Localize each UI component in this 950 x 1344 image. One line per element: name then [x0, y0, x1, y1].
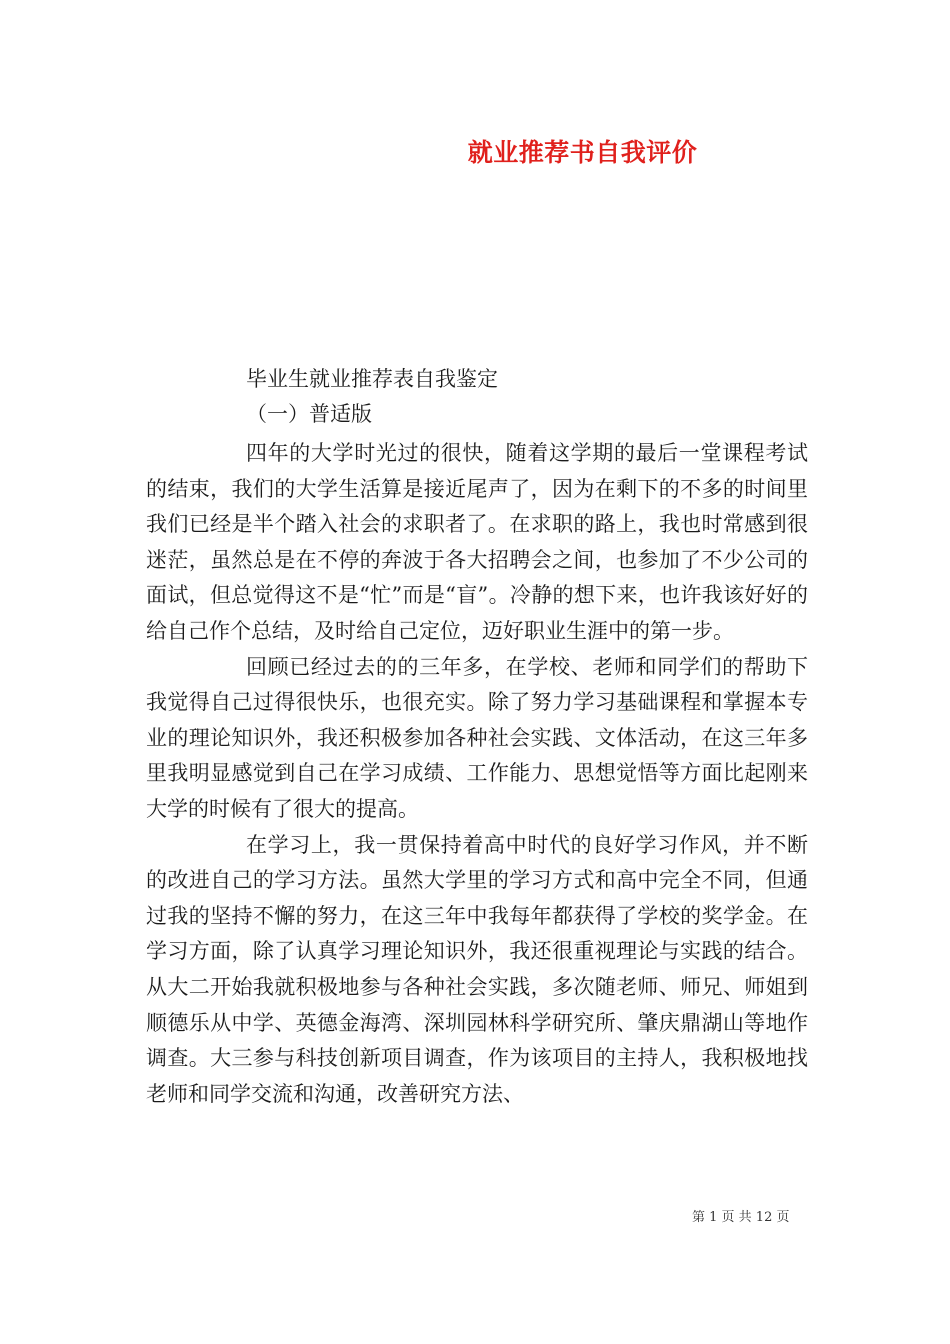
body-text [146, 436, 808, 1112]
paragraph: 回顾已经过去的的三年多，在学校、老师和同学们的帮助下我觉得自己过得很快乐，也很充实。除了努力学习基础课程和掌握本专业的理论知识外，我还积极参加各种社会实践、文体活动，在这三年多里我明显感觉到自己在学习成绩、工作能力、思想觉悟等方面比起刚来大学的时候有了很大的提高。 [146, 654, 808, 821]
page-footer: 第 1 页 共 12 页 [692, 1210, 790, 1225]
paragraph: 在学习上，我一贯保持着高中时代的良好学习作风，并不断的改进自己的学习方法。虽然大学里的学习方式和高中完全不同，但通过我的坚持不懈的努力，在这三年中我每年都获得了学校的奖学金。在学习方面，除了认真学习理论知识外，我还很重视理论与实践的结合。从大二开始我就积极地参与各种社会实践，多次随老师、师兄、师姐到顺德乐从中学、英德金海湾、深圳园林科学研究所、肇庆鼎湖山等地作调查。大三参与科技创新项目调查，作为该项目的主持人，我积极地找老师和同学交流和沟通，改善研究方法、 [146, 832, 808, 1106]
subtitle: 毕业生就业推荐表自我鉴定 [246, 367, 498, 391]
paragraph: 四年的大学时光过的很快，随着这学期的最后一堂课程考试的结束，我们的大学生活算是接近尾声了，因为在剩下的不多的时间里我们已经是半个踏入社会的求职者了。在求职的路上，我也时常感到很迷茫，虽然总是在不停的奔波于各大招聘会之间，也参加了不少公司的面试，但总觉得这不是“忙”而是“盲”。冷静的想下来，也许我该好好的给自己作个总结，及时给自己定位，迈好职业生涯中的第一步。 [146, 441, 808, 643]
section-label: （一）普适版 [246, 402, 372, 426]
document-title: 就业推荐书自我评价 [467, 138, 698, 167]
